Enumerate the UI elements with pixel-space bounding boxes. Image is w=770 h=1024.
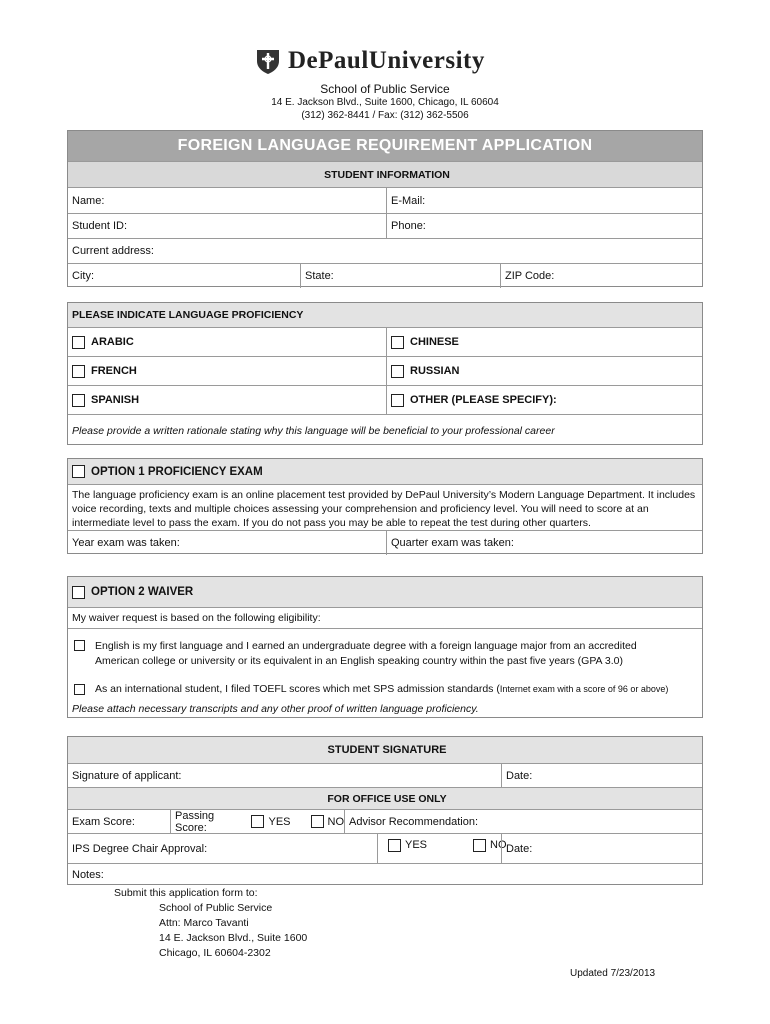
- option2-checkbox[interactable]: [72, 586, 85, 599]
- arabic-label: ARABIC: [91, 336, 134, 348]
- approval-row: [68, 833, 702, 863]
- attach-note: Please attach necessary transcripts and any other proof of written language proficiency.: [72, 703, 479, 715]
- advisor-recommendation-label: Advisor Recommendation:: [349, 815, 479, 828]
- exam-score-label: Exam Score:: [72, 815, 135, 828]
- approval-no-checkbox[interactable]: [473, 839, 486, 852]
- language-row-2: [68, 356, 702, 385]
- waiver-intro: My waiver request is based on the following eligibility:: [72, 612, 321, 624]
- rationale-row: [68, 414, 702, 446]
- rationale-field[interactable]: [68, 415, 702, 446]
- option2-body: [68, 607, 702, 719]
- other-label: OTHER (PLEASE SPECIFY):: [410, 394, 557, 406]
- signature-date-label: Date:: [506, 769, 533, 782]
- form-title: FOREIGN LANGUAGE REQUIREMENT APPLICATION: [68, 131, 702, 161]
- chinese-checkbox[interactable]: [391, 336, 404, 349]
- spanish-label: SPANISH: [91, 394, 140, 406]
- language-header-row: [68, 303, 702, 327]
- advisor-recommendation-field[interactable]: [344, 810, 704, 833]
- waiver-choice-2-text: As an international student, I filed TOEFL scores which met SPS admission standards (: [95, 683, 500, 695]
- city-field[interactable]: [68, 264, 300, 288]
- other-option[interactable]: [386, 386, 704, 414]
- university-name: DePaulUniversity: [288, 47, 485, 74]
- passing-no-checkbox[interactable]: [311, 815, 324, 828]
- notes-field[interactable]: [68, 864, 702, 886]
- waiver-choice-1-checkbox[interactable]: [74, 640, 85, 651]
- approval-choice-field: [377, 834, 507, 863]
- waiver-divider: [68, 628, 702, 629]
- student-information-section: [67, 130, 703, 287]
- year-exam-label: Year exam was taken:: [72, 537, 180, 549]
- option1-checkbox[interactable]: [72, 465, 85, 478]
- exam-score-field[interactable]: [68, 810, 170, 833]
- year-exam-field[interactable]: [68, 531, 386, 555]
- ips-approval-label: IPS Degree Chair Approval:: [72, 842, 208, 855]
- approval-date-field[interactable]: [501, 834, 704, 863]
- ips-approval-field[interactable]: [68, 834, 377, 863]
- arabic-option[interactable]: [68, 328, 386, 356]
- passing-yes-label: YES: [268, 815, 291, 828]
- submit-line-4: Chicago, IL 60604-2302: [159, 947, 271, 959]
- passing-no-label: NO: [327, 815, 344, 828]
- current-address-label: Current address:: [72, 245, 154, 257]
- state-field[interactable]: [300, 264, 500, 288]
- student-id-label: Student ID:: [72, 220, 128, 232]
- student-info-header-row: [68, 161, 702, 187]
- option1-heading: OPTION 1 PROFICIENCY EXAM: [91, 465, 263, 478]
- name-email-row: [68, 187, 702, 213]
- spanish-option[interactable]: [68, 386, 386, 414]
- signature-date-field[interactable]: [501, 764, 704, 787]
- approval-no-label: NO: [490, 839, 507, 851]
- signature-row: [68, 763, 702, 787]
- student-info-heading: STUDENT INFORMATION: [324, 168, 450, 181]
- russian-label: RUSSIAN: [410, 365, 460, 377]
- signature-office-section: [67, 736, 703, 885]
- option1-description: The language proficiency exam is an online placement test provided by DePaul University’s Modern Language Department. It includes voice recording, texts and multiple choices assessing your comprehension and proficiency level. You will need to score at an intermediate level to pass the exam. If you do not pass you may be able to repeat the test during other quarters.: [72, 489, 696, 529]
- signature-field[interactable]: [68, 764, 501, 787]
- french-option[interactable]: [68, 357, 386, 385]
- option2-option[interactable]: [68, 577, 702, 607]
- language-row-1: [68, 327, 702, 356]
- waiver-choice-1-line1: English is my first language and I earned an undergraduate degree with a foreign language major from an accredited: [95, 640, 637, 652]
- quarter-exam-label: Quarter exam was taken:: [391, 537, 514, 549]
- name-label: Name:: [72, 194, 105, 207]
- russian-option[interactable]: [386, 357, 704, 385]
- office-header-row: [68, 787, 702, 809]
- rationale-prompt: Please provide a written rationale stating why this language will be beneficial to your professional career: [72, 424, 555, 437]
- submit-intro: Submit this application form to:: [114, 887, 258, 899]
- school-name: School of Public Service: [320, 82, 450, 96]
- option2-header-row: [68, 577, 702, 607]
- quarter-exam-field[interactable]: [386, 531, 704, 555]
- zip-field[interactable]: [500, 264, 704, 288]
- french-checkbox[interactable]: [72, 365, 85, 378]
- signature-header-row: [68, 737, 702, 763]
- arabic-checkbox[interactable]: [72, 336, 85, 349]
- city-state-zip-row: [68, 263, 702, 288]
- school-address: 14 E. Jackson Blvd., Suite 1600, Chicago, IL 60604: [271, 97, 499, 108]
- address-row: [68, 238, 702, 263]
- signature-label: Signature of applicant:: [72, 769, 182, 782]
- option1-description-row: [68, 484, 702, 530]
- current-address-field[interactable]: [68, 239, 702, 263]
- french-label: FRENCH: [91, 365, 137, 377]
- chinese-label: CHINESE: [410, 336, 459, 348]
- zip-label: ZIP Code:: [505, 270, 555, 282]
- spanish-checkbox[interactable]: [72, 394, 85, 407]
- passing-score-field: [170, 810, 344, 833]
- notes-row: [68, 863, 702, 886]
- state-label: State:: [305, 270, 334, 282]
- passing-score-label: Passing Score:: [175, 809, 215, 834]
- option2-heading: OPTION 2 WAIVER: [91, 586, 194, 598]
- language-proficiency-section: [67, 302, 703, 445]
- waiver-choice-1[interactable]: [74, 639, 637, 669]
- name-field[interactable]: [68, 188, 386, 213]
- passing-yes-checkbox[interactable]: [251, 815, 264, 828]
- waiver-choice-2-checkbox[interactable]: [74, 684, 85, 695]
- waiver-choice-2-detail: Internet exam with a score of 96 or above): [499, 684, 669, 694]
- phone-label: Phone:: [391, 220, 426, 232]
- signature-heading: STUDENT SIGNATURE: [327, 744, 447, 756]
- email-label: E-Mail:: [391, 194, 426, 207]
- option1-section: [67, 458, 703, 554]
- id-phone-row: [68, 213, 702, 238]
- russian-checkbox[interactable]: [391, 365, 404, 378]
- notes-label: Notes:: [72, 869, 104, 881]
- university-logo: [254, 46, 516, 76]
- shield-cross-icon: [254, 47, 282, 75]
- submit-line-3: 14 E. Jackson Blvd., Suite 1600: [159, 932, 308, 944]
- city-label: City:: [72, 270, 94, 282]
- chinese-option[interactable]: [386, 328, 704, 356]
- waiver-choice-2[interactable]: [74, 683, 668, 695]
- language-row-3: [68, 385, 702, 414]
- waiver-choice-1-line2: American college or university or its equivalent in an English speaking country within the past five years (GPA 3.0): [95, 655, 623, 667]
- approval-date-label: Date:: [506, 842, 533, 855]
- other-checkbox[interactable]: [391, 394, 404, 407]
- submit-line-1: School of Public Service: [159, 902, 273, 914]
- office-heading: FOR OFFICE USE ONLY: [327, 792, 447, 805]
- email-field[interactable]: [386, 188, 704, 213]
- school-phone-fax: (312) 362-8441 / Fax: (312) 362-5506: [301, 110, 469, 121]
- approval-yes-checkbox[interactable]: [388, 839, 401, 852]
- approval-yes-label: YES: [405, 839, 428, 851]
- option1-header-row: [68, 459, 702, 484]
- option2-section: [67, 576, 703, 718]
- submit-line-2: Attn: Marco Tavanti: [159, 917, 249, 929]
- phone-field[interactable]: [386, 214, 704, 238]
- option1-option[interactable]: [68, 459, 702, 484]
- score-row: [68, 809, 702, 833]
- exam-taken-row: [68, 530, 702, 555]
- student-id-field[interactable]: [68, 214, 386, 238]
- language-heading: PLEASE INDICATE LANGUAGE PROFICIENCY: [72, 309, 304, 321]
- updated-date: Updated 7/23/2013: [570, 968, 656, 979]
